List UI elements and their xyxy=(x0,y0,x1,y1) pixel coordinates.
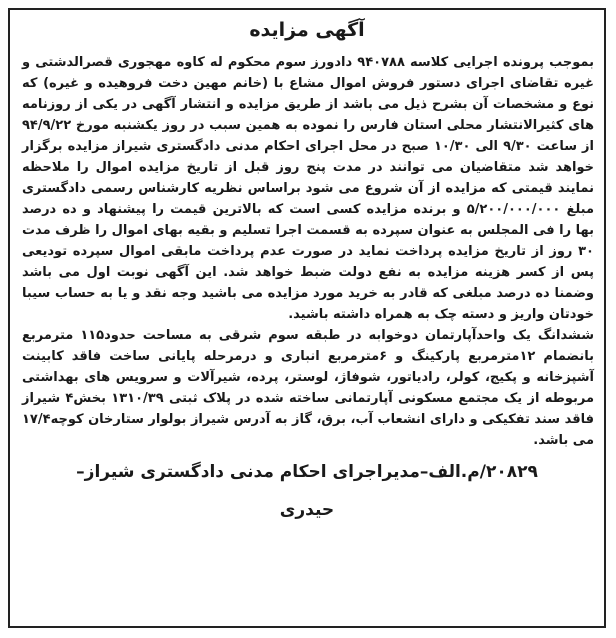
notice-title: آگهی مزایده xyxy=(249,19,365,41)
notice-body xyxy=(10,52,604,451)
notice-signature-line: ۲۰۸۲۹/م.الف–مدیراجرای احکام مدنی دادگستری شیراز– xyxy=(76,462,538,482)
notice-paragraph-terms: بموجب پرونده اجرایی کلاسه ۹۴۰۷۸۸ دادورز سوم محکوم له کاوه مهجوری قصرالدشتی و غیره تقاضای اجرای دستور فروش اموال مشاع با (خانم مهین دخت فروهیده و غیره) که نوع و مشخصات آن بشرح ذیل می باشد از طریق مزایده و انتشار آگهی در یکی از روزنامه های کثیرالانتشار محلی استان فارس را نموده به همین سبب در روز یکشنبه مورخ ۹۴/۹/۲۲ از ساعت ۹/۳۰ الی ۱۰/۳۰ صبح در محل اجرای احکام مدنی دادگستری شیراز مزایده برگزار خواهد شد متقاضیان می توانند در مدت پنج روز قبل از تاریخ مزایده اموال را ملاحظه نمایند قیمتی که مزایده از آن شروع می شود براساس نظریه کارشناس رسمی دادگستری مبلغ ۵/۲۰۰/۰۰۰/۰۰۰ و برنده مزایده کسی است که بالاترین قیمت را پیشنهاد و ده درصد بها را فی المجلس به عنوان سپرده به قسمت اجرا تسلیم و بقیه بهای اموال را ظرف مدت ۳۰ روز از تاریخ مزایده پرداخت نماید در صورت عدم پرداخت مابقی اموال سپرده تودیعی پس از کسر هزینه مزایده به نفع دولت ضبط خواهد شد. این آگهی نوبت اول می باشد وضمنا ده درصد مبلغی که قادر به خرید مورد مزایده می باشید وجه نقد و یا به حساب سیبا خودتان واریز و دسته چک به همراه داشته باشید. xyxy=(22,55,594,322)
auction-notice xyxy=(8,8,606,628)
notice-paragraph-property: ششدانگ یک واحدآپارتمان دوخوابه در طبقه سوم شرقی به مساحت حدود۱۱۵ مترمربع بانضمام ۱۲مترمربع پارکینگ و ۶مترمربع انباری و درمرحله پایانی ساخت فاقد کابینت آشپزخانه و پکیج، کولر، رادیاتور، شوفاژ، لوستر، پرده، شیرآلات و سرویس های بهداشتی مربوطه از یک مجتمع مسکونی آپارتمانی ساخته شده در پلاک ثبتی ۱۳۱۰/۳۹ بخش۴ شیراز فاقد سند تفکیکی و دارای انشعاب آب، برق، گاز به آدرس شیراز بولوار ستارخان کوچه۱۷/۴ می باشد. xyxy=(22,328,594,448)
notice-signature-name: حیدری xyxy=(279,500,335,520)
